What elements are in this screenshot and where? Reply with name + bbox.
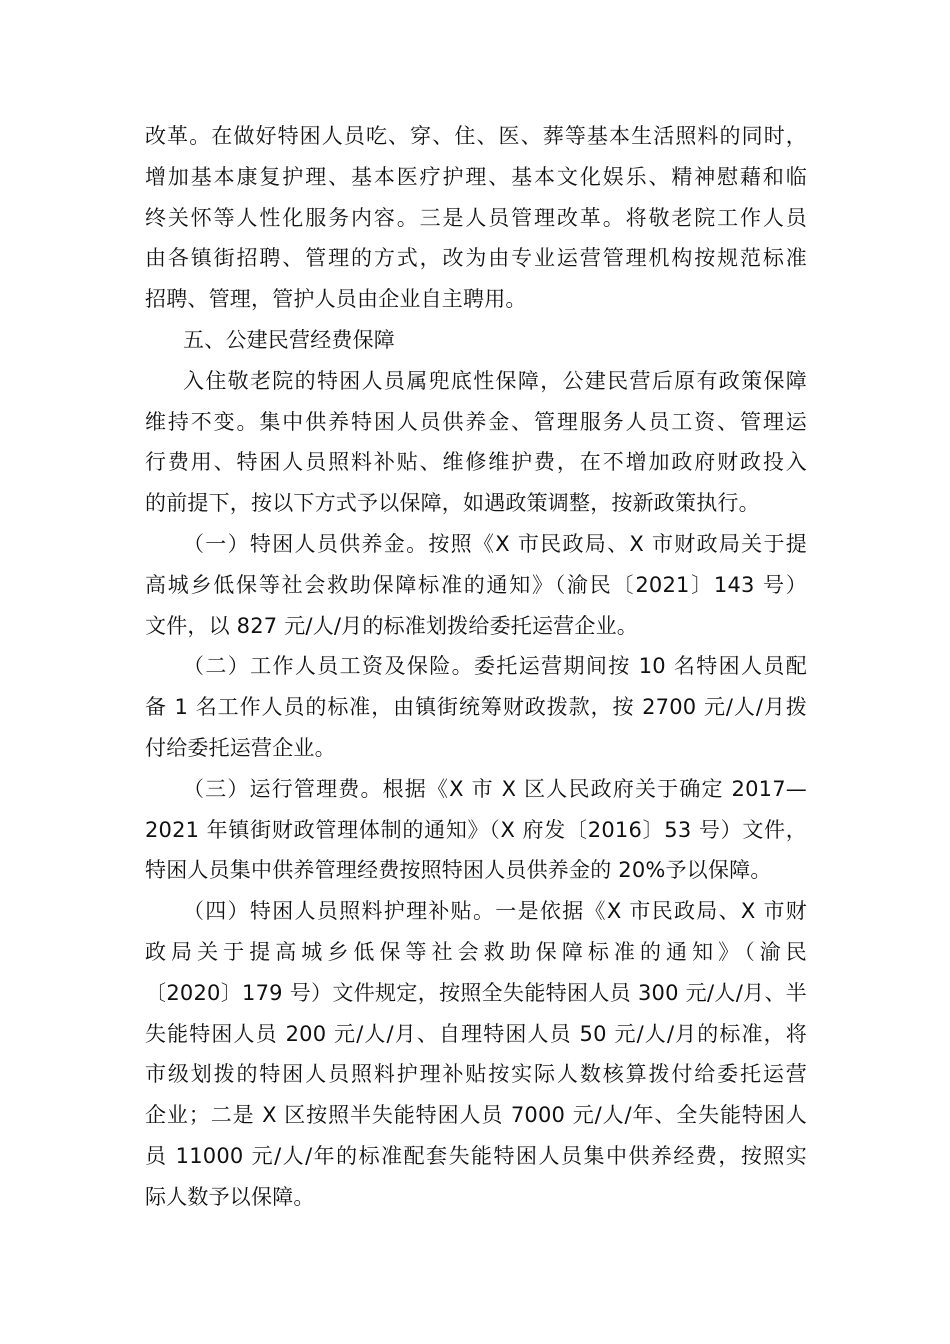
paragraph-p7 xyxy=(145,891,807,1217)
paragraph-p4 xyxy=(145,524,807,646)
text-line: 市级划拨的特困人员照料护理补贴按实际人数核算拨付给委托运营 xyxy=(145,1062,807,1087)
text-line: 行费用、特困人员照料补贴、维修维护费，在不增加政府财政投入 xyxy=(145,450,807,475)
text-line: 特困人员集中供养管理经费按照特困人员供养金的 20%予以保障。 xyxy=(145,858,772,883)
text-line: 终关怀等人性化服务内容。三是人员管理改革。将敬老院工作人员 xyxy=(145,205,807,230)
text-line: 备 1 名工作人员的标准，由镇街统筹财政拨款，按 2700 元/人/月拨 xyxy=(145,695,807,720)
text-line: 文件，以 827 元/人/月的标准划拨给委托运营企业。 xyxy=(145,613,638,638)
text-line: 增加基本康复护理、基本医疗护理、基本文化娱乐、精神慰藉和临 xyxy=(145,164,807,189)
text-line: 由各镇街招聘、管理的方式，改为由专业运营管理机构按规范标准 xyxy=(145,246,807,271)
text-line: （二）工作人员工资及保险。委托运营期间按 10 名特困人员配 xyxy=(183,654,807,679)
text-line: （四）特困人员照料护理补贴。一是依据《X 市民政局、X 市财 xyxy=(183,899,807,924)
text-line: （一）特困人员供养金。按照《X 市民政局、X 市财政局关于提 xyxy=(183,531,807,556)
paragraph-p2 xyxy=(145,320,807,361)
paragraph-p5 xyxy=(145,646,807,768)
text-line: 五、公建民营经费保障 xyxy=(183,327,395,352)
text-line: 高城乡低保等社会救助保障标准的通知》（渝民〔2021〕143 号） xyxy=(145,572,807,597)
paragraph-p3 xyxy=(145,361,807,524)
text-line: 2021 年镇街财政管理体制的通知》（X 府发〔2016〕53 号）文件， xyxy=(145,817,807,842)
text-line: 员 11000 元/人/年的标准配套失能特困人员集中供养经费，按照实 xyxy=(145,1143,807,1168)
document-body xyxy=(145,116,807,1218)
text-line: （三）运行管理费。根据《X 市 X 区人民政府关于确定 2017— xyxy=(183,776,807,801)
text-line: 〔2020〕179 号）文件规定，按照全失能特困人员 300 元/人/月、半 xyxy=(145,980,807,1005)
text-line: 企业；二是 X 区按照半失能特困人员 7000 元/人/年、全失能特困人 xyxy=(145,1103,807,1128)
text-line: 招聘、管理，管护人员由企业自主聘用。 xyxy=(145,287,527,312)
text-line: 付给委托运营企业。 xyxy=(145,735,336,760)
paragraph-p6 xyxy=(145,769,807,891)
text-line: 失能特困人员 200 元/人/月、自理特困人员 50 元/人/月的标准，将 xyxy=(145,1021,807,1046)
paragraph-p1 xyxy=(145,116,807,320)
text-line: 维持不变。集中供养特困人员供养金、管理服务人员工资、管理运 xyxy=(145,409,807,434)
text-line: 改革。在做好特困人员吃、穿、住、医、葬等基本生活照料的同时， xyxy=(145,124,807,148)
text-line: 政局关于提高城乡低保等社会救助保障标准的通知》（渝民 xyxy=(145,939,807,964)
text-line: 的前提下，按以下方式予以保障，如遇政策调整，按新政策执行。 xyxy=(145,491,760,516)
text-line: 入住敬老院的特困人员属兜底性保障，公建民营后原有政策保障 xyxy=(183,368,807,393)
text-line: 际人数予以保障。 xyxy=(145,1184,315,1209)
